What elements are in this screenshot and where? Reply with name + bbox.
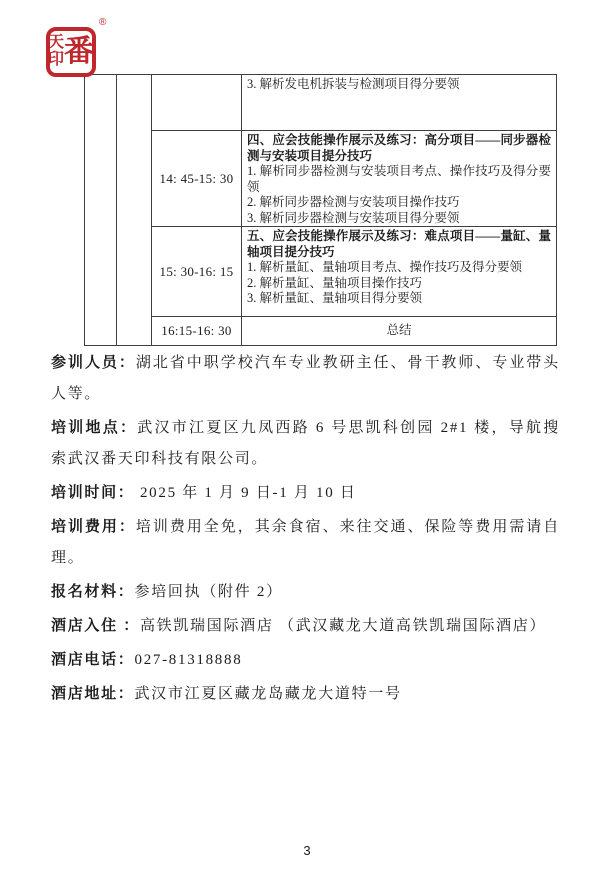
table-row — [152, 131, 556, 227]
table-row — [152, 227, 556, 317]
paragraph-time — [51, 478, 560, 509]
paragraph-text: 武汉市江夏区藏龙岛藏龙大道特一号 — [134, 686, 402, 702]
paragraph-participants — [51, 348, 560, 410]
paragraph-label: 酒店地址： — [51, 686, 135, 702]
seal-left-characters — [48, 35, 64, 69]
page-number: 3 — [303, 843, 311, 858]
paragraph-text: 湖北省中职学校汽车专业教研主任、骨干教师、专业带头人等。 — [51, 355, 560, 402]
brand-seal-logo — [46, 27, 96, 77]
paragraph-label: 培训时间： — [51, 485, 135, 501]
paragraph-text: 培训费用全免，其余食宿、来往交通、保险等费用需请自理。 — [51, 519, 560, 566]
time-cell: 15: 30-16: 15 — [152, 227, 242, 316]
paragraph-hotel-address — [51, 679, 560, 710]
seal-char-tian: 天 — [48, 34, 65, 52]
paragraph-label: 酒店入住 ： — [51, 618, 140, 634]
session-item: 3. 解析量缸、量轴项目得分要领 — [247, 291, 423, 305]
paragraph-label: 报名材料： — [51, 584, 135, 600]
paragraph-materials — [51, 577, 560, 608]
time-cell: 14: 45-15: 30 — [152, 131, 242, 226]
session-item: 3. 解析同步器检测与安装项目得分要领 — [247, 210, 460, 225]
session-item: 2. 解析量缸、量轴项目操作技巧 — [247, 275, 423, 290]
content-line: 3. 解析发电机拆装与检测项目得分要领 — [247, 77, 460, 91]
content-cell — [242, 75, 556, 130]
seal-char-yin: 印 — [48, 51, 65, 68]
time-cell: 16:15-16: 30 — [152, 317, 242, 345]
schedule-table — [84, 74, 557, 346]
paragraph-location — [51, 413, 560, 475]
session-item: 1. 解析同步器检测与安装项目考点、操作技巧及得分要领 — [247, 164, 551, 194]
session-item: 1. 解析量缸、量轴项目考点、操作技巧及得分要领 — [247, 260, 523, 274]
session-item: 2. 解析同步器检测与安装项目操作技巧 — [247, 195, 460, 209]
time-cell — [152, 75, 242, 130]
paragraph-hotel-phone — [51, 645, 560, 676]
table-row — [152, 75, 556, 131]
content-cell — [242, 131, 556, 226]
session-heading: 四、应会技能操作展示及练习：高分项目——同步器检测与安装项目提分技巧 — [247, 133, 551, 163]
summary-cell: 总结 — [386, 323, 412, 338]
paragraph-label: 酒店电话： — [51, 652, 135, 668]
paragraph-hotel — [51, 611, 560, 642]
paragraph-label: 参训人员： — [51, 355, 136, 371]
registered-trademark-icon: ® — [99, 17, 107, 28]
paragraph-text: 参培回执（附件 2） — [134, 584, 283, 600]
content-cell — [242, 227, 556, 316]
paragraph-text: 027-81318888 — [134, 652, 243, 668]
paragraph-text: 武汉市江夏区九凤西路 6 号思凯科创园 2#1 楼，导航搜索武汉番天印科技有限公司。 — [51, 420, 560, 467]
table-merged-column-2 — [117, 75, 152, 345]
table-body — [152, 75, 556, 345]
table-merged-column-1 — [85, 75, 117, 345]
table-row — [152, 317, 556, 345]
paragraph-fee — [51, 512, 560, 574]
session-heading: 五、应会技能操作展示及练习：难点项目——量缸、量轴项目提分技巧 — [247, 229, 551, 259]
paragraph-text: 2025 年 1 月 9 日-1 月 10 日 — [134, 485, 357, 501]
paragraph-text: 高铁凯瑞国际酒店 （武汉藏龙大道高铁凯瑞国际酒店） — [139, 618, 547, 634]
info-paragraphs — [51, 348, 560, 713]
seal-char-fan: 番 — [64, 35, 95, 68]
paragraph-label: 培训地点： — [51, 420, 138, 436]
paragraph-label: 培训费用： — [51, 519, 136, 535]
